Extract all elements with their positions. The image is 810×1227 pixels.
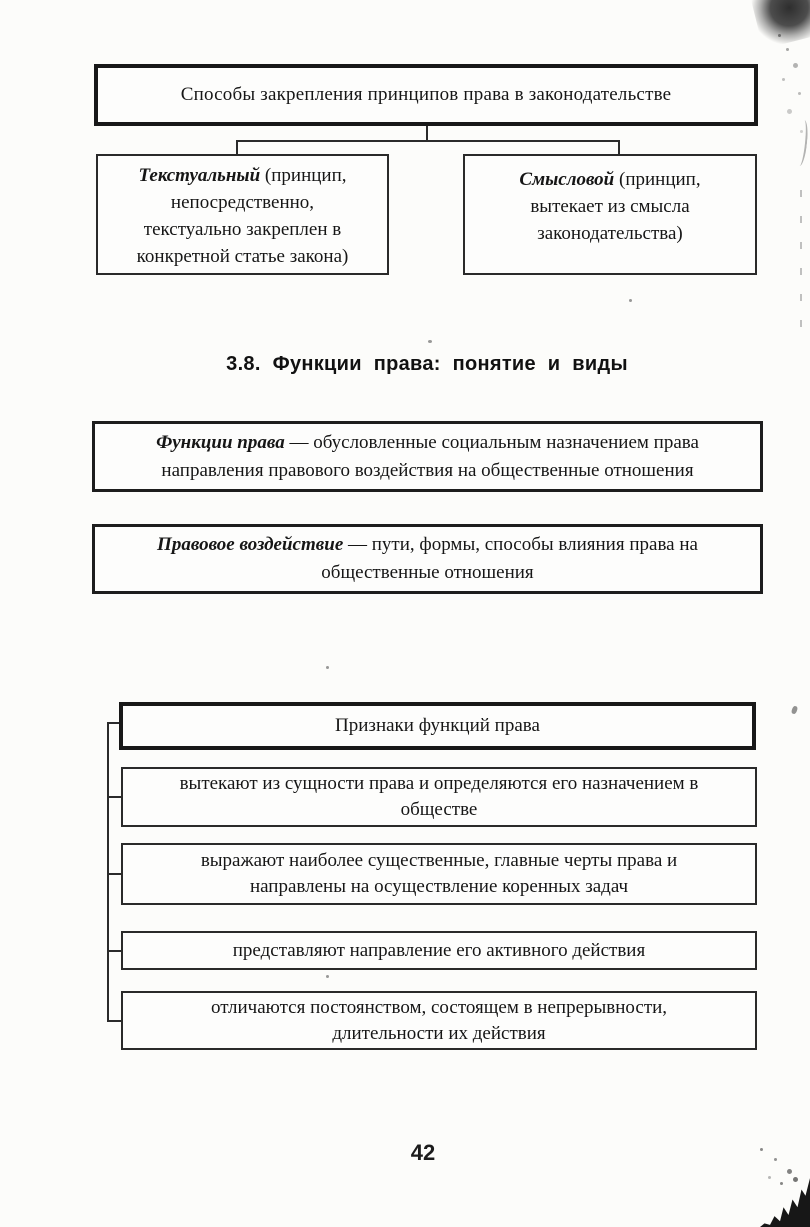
method-textual-term: Текстуальный bbox=[138, 165, 261, 186]
scan-artifact-blob-bottom-right bbox=[760, 1175, 810, 1227]
scan-artifact-speck bbox=[629, 299, 632, 302]
scan-artifact-smudge-top-right bbox=[751, 0, 810, 49]
features-bracket-stub-4 bbox=[107, 1020, 121, 1022]
features-bracket-stub-2 bbox=[107, 873, 121, 875]
definition-impact-box bbox=[92, 524, 763, 594]
features-bracket-stub-3 bbox=[107, 950, 121, 952]
feature-item-text: представляют направление его активного действия bbox=[232, 939, 646, 961]
connector-drop-left bbox=[236, 140, 238, 155]
feature-item-text: отличаются постоянством, состоящем в непрерывности, длительности их действия bbox=[210, 996, 668, 1044]
feature-item-box bbox=[121, 931, 757, 970]
definition-functions-text: Функции права — обусловленные социальным назначением права направления правового воздействия на общественные отношения bbox=[156, 431, 699, 481]
definition-impact-text: Правовое воздействие — пути, формы, способы влияния права на общественные отношения bbox=[157, 534, 698, 583]
method-textual-text: (принцип, непосредственно, текстуально закреплен в конкретной статье закона) bbox=[136, 165, 349, 267]
features-bracket-line bbox=[107, 722, 109, 1022]
definition-impact-term: Правовое воздействие bbox=[157, 534, 344, 555]
method-semantic-text: (принцип, вытекает из смысла законодательства) bbox=[530, 169, 701, 244]
features-title-label: Признаки функций права bbox=[335, 715, 540, 736]
definition-functions-term: Функции права bbox=[156, 431, 285, 453]
feature-item-text: вытекают из сущности права и определяются его назначением в обществе bbox=[179, 773, 699, 820]
features-bracket-stub-1 bbox=[107, 796, 121, 798]
definition-functions-box bbox=[92, 421, 763, 492]
feature-item-box bbox=[121, 767, 757, 827]
feature-item-box bbox=[121, 843, 757, 905]
scan-artifact-speck bbox=[326, 666, 329, 669]
scan-artifact-mid-right bbox=[791, 705, 798, 714]
methods-root-box bbox=[94, 64, 758, 126]
feature-item-text: выражают наиболее существенные, главные черты права и направлены на осуществление коренных задач bbox=[200, 850, 678, 897]
method-textual-box bbox=[96, 154, 389, 275]
methods-root-label: Способы закрепления принципов права в законодательстве bbox=[180, 84, 672, 105]
scan-artifact-speckle-top-right bbox=[778, 34, 781, 37]
connector-horizontal bbox=[236, 140, 620, 142]
section-heading: 3.8. Функции права: понятие и виды bbox=[226, 353, 628, 375]
scan-artifact-speck bbox=[326, 975, 329, 978]
method-semantic-box bbox=[463, 154, 757, 275]
features-title-box bbox=[119, 702, 756, 750]
connector-drop-right bbox=[618, 140, 620, 155]
method-semantic-term: Смысловой bbox=[519, 169, 615, 190]
feature-item-box bbox=[121, 991, 757, 1050]
scan-artifact-squiggle bbox=[795, 120, 810, 167]
connector-stub bbox=[426, 126, 428, 141]
page-number: 42 bbox=[410, 1140, 436, 1165]
scan-artifact-edge-marks bbox=[800, 190, 802, 340]
scan-artifact-speck bbox=[428, 340, 432, 343]
